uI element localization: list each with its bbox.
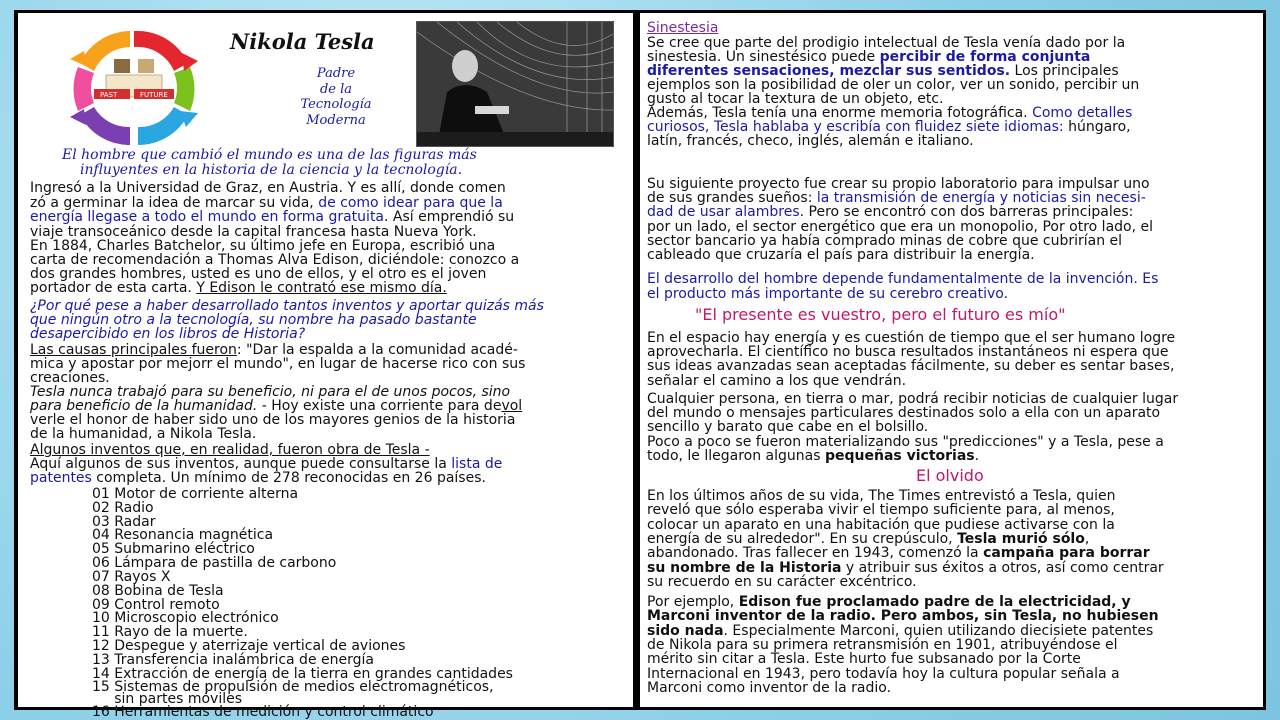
tesla-quote: "El presente es vuestro, pero el futuro es mío" xyxy=(695,305,1066,324)
p5-line: todo, le llegaron algunas pequeñas victorias. xyxy=(647,448,980,464)
p2-line: de la humanidad, a Nikola Tesla. xyxy=(30,426,257,442)
list-item: 15 Sistemas de propulsión de medios electromagnéticos, xyxy=(92,679,494,695)
p6-line: colocar un aparato en una habitación que pudiese activarse con la xyxy=(647,517,1115,533)
list-item: 12 Despegue y aterrizaje vertical de aviones xyxy=(92,638,406,654)
inventos-intro-line: Aquí algunos de sus inventos, aunque puede consultarse la lista de xyxy=(30,456,503,472)
p1-line: viaje transoceánico desde la capital francesa hasta Nueva York. xyxy=(30,224,477,240)
p6-line: su recuerdo en su carácter excéntrico. xyxy=(647,574,917,590)
p4-line: sus ideas avanzadas sean aceptadas fácilmente, su deber es sentar bases, xyxy=(647,358,1175,374)
inventos-intro-line: patentes completa. Un mínimo de 278 reconocidas en 26 países. xyxy=(30,470,486,486)
list-item: 10 Microscopio electrónico xyxy=(92,610,279,626)
p2-line: creaciones. xyxy=(30,370,110,386)
list-item: 03 Radar xyxy=(92,514,156,530)
list-item: 07 Rayos X xyxy=(92,569,171,585)
p1-line: dos grandes hombres, usted es uno de ellos, y el otro es el joven xyxy=(30,266,487,282)
p2-line: mica y apostar por mejorr el mundo", en lugar de hacerse rico con sus xyxy=(30,356,526,372)
intro-line-2: influyentes en la historia de la ciencia y la tecnología. xyxy=(80,162,463,178)
list-item: 09 Control remoto xyxy=(92,597,220,613)
p7-line: mérito sin citar a Tesla. Este hurto fue subsanado por la Corte xyxy=(647,651,1081,667)
p6-line: energía de su alrededor". En su crepúsculo, Tesla murió sólo, xyxy=(647,531,1090,547)
logo-past-label: PAST xyxy=(100,91,118,99)
p6-line: abandonado. Tras fallecer en 1943, comenzó la campaña para borrar xyxy=(647,545,1150,561)
list-item: 01 Motor de corriente alterna xyxy=(92,486,299,502)
tesla-photo xyxy=(416,21,614,147)
p1-line: En 1884, Charles Batchelor, su último jefe en Europa, escribió una xyxy=(30,238,496,254)
p5-line: sencillo y barato que cabe en el bolsillo. xyxy=(647,419,929,435)
p1-line: Además, Tesla tenía una enorme memoria fotográfica. Como detalles xyxy=(647,105,1133,121)
olvido-heading: El olvido xyxy=(916,466,984,485)
list-item: 16 Herramientas de medición y control climático xyxy=(92,704,434,720)
p1-line: carta de recomendación a Thomas Alva Edison, diciéndole: conozco a xyxy=(30,252,520,268)
question-line: ¿Por qué pese a haber desarrollado tantos inventos y aportar quizás más xyxy=(30,298,544,314)
p7-line: de Nikola para su primera retransmisión en 1901, atribuyéndose el xyxy=(647,637,1118,653)
question-line: que ningún otro a la tecnología, su nombre ha pasado bastante xyxy=(30,312,477,328)
p7-line: Marconi como inventor de la radio. xyxy=(647,680,892,696)
p1-line: energía llegase a todo el mundo en forma gratuita. Así emprendió su xyxy=(30,209,515,225)
p1-line: ejemplos son la posibilidad de oler un color, ver un sonido, percibir un xyxy=(647,77,1140,93)
intro-line-1: El hombre que cambió el mundo es una de las figuras más xyxy=(62,147,477,163)
p2-line: por un lado, el sector energético que era un monopolio, Por otro lado, el xyxy=(647,219,1154,235)
list-item: 04 Resonancia magnética xyxy=(92,527,274,543)
p2-line: cableado que cruzaría el país para distribuir la energía. xyxy=(647,247,1035,263)
p7-line: Internacional en 1943, pero todavía hoy la cultura popular señala a xyxy=(647,666,1120,682)
p1-line: diferentes sensaciones, mezclar sus sentidos. Los principales xyxy=(647,63,1119,79)
title-subtitle: Padre de la Tecnología Moderna xyxy=(300,66,372,128)
p2-line: Su siguiente proyecto fue crear su propio laboratorio para impulsar uno xyxy=(647,176,1150,192)
p1-line: Se cree que parte del prodigio intelectual de Tesla venía dado por la xyxy=(647,35,1126,51)
patent-list-link[interactable]: lista de xyxy=(451,456,503,472)
invencion-line: el producto más importante de su cerebro creativo. xyxy=(647,286,1009,302)
p1-line: latín, francés, checo, inglés, alemán e italiano. xyxy=(647,133,974,149)
list-item: 05 Submarino eléctrico xyxy=(92,541,255,557)
list-item: 13 Transferencia inalámbrica de energía xyxy=(92,652,374,668)
p7-line: sido nada. Especialmente Marconi, quien utilizando diecisiete patentes xyxy=(647,623,1154,639)
right-column xyxy=(640,13,1263,707)
p2-line: sector bancario ya había comprado minas de cobre que cubrirían el xyxy=(647,233,1123,249)
p4-line: aprovecharla. El científico no busca resultados instantáneos ni espera que xyxy=(647,344,1169,360)
left-column xyxy=(18,13,633,720)
p5-line: Poco a poco se fueron materializando sus "predicciones" y a Tesla, pese a xyxy=(647,434,1164,450)
question-line: desapercibido en los libros de Historia? xyxy=(30,326,306,342)
p1-line: curiosos, Tesla hablaba y escribía con fluidez siete idiomas: húngaro, xyxy=(647,119,1131,135)
p6-line: su nombre de la Historia y atribuir sus éxitos a otros, así como centrar xyxy=(647,560,1164,576)
p1-line: sinestesia. Un sinestésico puede percibir de forma conjunta xyxy=(647,49,1091,65)
p5-line: Cualquier persona, en tierra o mar, podrá recibir noticias de cualquier lugar xyxy=(647,391,1179,407)
p6-line: reveló que sólo esperaba vivir el tiempo suficiente para, al menos, xyxy=(647,502,1115,518)
list-item: sin partes móviles xyxy=(92,691,243,707)
p2-line: para beneficio de la humanidad. - Hoy existe una corriente para devol xyxy=(30,398,523,414)
p5-line: del mundo o mensajes particulares destinados solo a ella con un aparato xyxy=(647,405,1161,421)
article-title: Nikola Tesla xyxy=(230,29,375,54)
p4-line: En el espacio hay energía y es cuestión de tiempo que el ser humano logre xyxy=(647,330,1176,346)
p7-line: Por ejemplo, Edison fue proclamado padre de la electricidad, y xyxy=(647,594,1131,610)
past-future-cycle-logo xyxy=(34,23,234,151)
invencion-line: El desarrollo del hombre depende fundamentalmente de la invención. Es xyxy=(647,271,1159,287)
p1-line: Ingresó a la Universidad de Graz, en Austria. Y es allí, donde comen xyxy=(30,180,506,196)
p2-line: Las causas principales fueron: "Dar la espalda a la comunidad acadé- xyxy=(30,342,518,358)
p4-line: señalar el camino a los que vendrán. xyxy=(647,373,907,389)
p6-line: En los últimos años de su vida, The Times entrevistó a Tesla, quien xyxy=(647,488,1116,504)
p2-line: Tesla nunca trabajó para su beneficio, ni para el de unos pocos, sino xyxy=(30,384,511,400)
list-item: 14 Extracción de energía de la tierra en grandes cantidades xyxy=(92,666,513,682)
p2-line: verle el honor de haber sido uno de los mayores genios de la historia xyxy=(30,412,516,428)
list-item: 11 Rayo de la muerte. xyxy=(92,624,248,640)
sinestesia-heading: Sinestesia xyxy=(647,20,719,36)
inventos-heading: Algunos inventos que, en realidad, fueron obra de Tesla - xyxy=(30,442,430,458)
logo-future-label: FUTURE xyxy=(140,91,168,99)
list-item: 08 Bobina de Tesla xyxy=(92,583,224,599)
list-item: 06 Lámpara de pastilla de carbono xyxy=(92,555,337,571)
p2-line: de sus grandes sueños: la transmisión de energía y noticias sin necesi- xyxy=(647,190,1146,206)
p1-line: zó a germinar la idea de marcar su vida, de como idear para que la xyxy=(30,195,503,211)
p1-line: portador de esta carta. Y Edison le contrató ese mismo día. xyxy=(30,280,447,296)
p1-line: gusto al tocar la textura de un objeto, etc. xyxy=(647,91,944,107)
p7-line: Marconi inventor de la radio. Pero ambos, sin Tesla, no hubiesen xyxy=(647,608,1159,624)
p2-line: dad de usar alambres. Pero se encontró con dos barreras principales: xyxy=(647,204,1134,220)
list-item: 02 Radio xyxy=(92,500,154,516)
